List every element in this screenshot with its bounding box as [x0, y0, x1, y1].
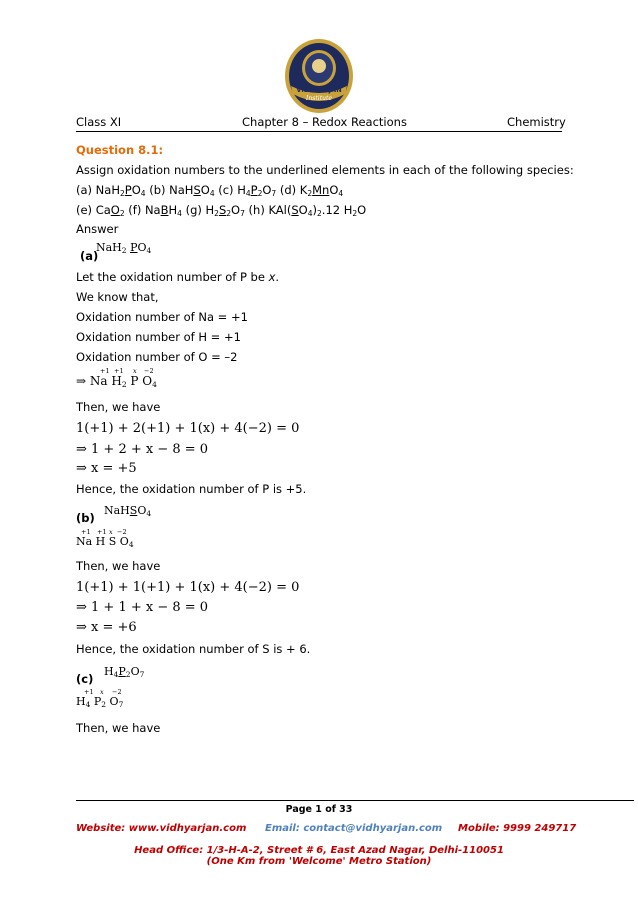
part-c-formula: $H_4P_2O_7$ — [104, 665, 145, 679]
part-b-equation-2: ⇒ 1 + 1 + x − 8 = 0 — [76, 600, 209, 615]
question-title: Question 8.1: — [76, 143, 164, 157]
answer-label: Answer — [76, 222, 119, 236]
footer-website[interactable]: Website: www.vidhyarjan.com — [76, 823, 247, 834]
then-we-have-c: Then, we have — [76, 721, 161, 735]
part-b-formula: NaHSO$_4$ — [104, 504, 152, 518]
logo-tagline: Institute — [306, 95, 332, 102]
header-class: Class XI — [76, 115, 122, 129]
part-a-formula: NaH$_2$ $PO_4$ — [96, 241, 152, 255]
species-line-1: (a) $NaH_2PO_4$ (b) NaHSO$_4$ (c) $H_4P_2O_7$ (d) $K_2MnO_4$ — [76, 183, 344, 198]
footer-mobile: Mobile: 9999 249717 — [458, 823, 577, 834]
oxidation-na: Oxidation number of Na = +1 — [76, 310, 248, 324]
footer-landmark: (One Km from 'Welcome' Metro Station) — [206, 856, 432, 867]
part-b-label: (b) — [76, 511, 95, 525]
logo-brand: VIDHYARJAN — [296, 86, 342, 94]
footer-email[interactable]: Email: contact@vidhyarjan.com — [265, 823, 443, 834]
part-b-assignment: +1 +1 x −2 Na H S $O_4$ — [76, 528, 134, 549]
part-a-assignment: +1 +1 x −2 ⇒ Na $H_2$ P $O_4$ — [76, 367, 157, 389]
part-a-equation-3: ⇒ x = +5 — [76, 461, 137, 476]
then-we-have-a: Then, we have — [76, 400, 161, 414]
header-divider — [76, 131, 562, 132]
part-a-equation-2: ⇒ 1 + 2 + x − 8 = 0 — [76, 442, 209, 457]
footer-divider — [76, 800, 634, 801]
part-a-equation-1: 1(+1) + 2(+1) + 1(x) + 4(−2) = 0 — [76, 421, 300, 436]
logo-emblem-icon — [283, 38, 355, 116]
part-b-equation-1: 1(+1) + 1(+1) + 1(x) + 4(−2) = 0 — [76, 580, 300, 595]
question-prompt: Assign oxidation numbers to the underlined elements in each of the following species: — [76, 163, 574, 177]
know-statement: We know that, — [76, 290, 159, 304]
part-c-label: (c) — [76, 672, 94, 686]
logo — [283, 38, 355, 116]
part-c-assignment: +1 x −2 $H_4$ $P_2$ $O_7$ — [76, 688, 124, 709]
part-a-conclusion: Hence, the oxidation number of P is +5. — [76, 482, 307, 496]
page-number: Page 1 of 33 — [285, 804, 353, 815]
header-chapter: Chapter 8 – Redox Reactions — [242, 115, 407, 129]
footer-office: Head Office: 1/3-H-A-2, Street # 6, East Azad Nagar, Delhi-110051 — [134, 845, 504, 856]
part-a-label: (a) — [80, 249, 99, 263]
then-we-have-b: Then, we have — [76, 559, 161, 573]
header-subject: Chemistry — [507, 115, 566, 129]
species-line-2: (e) CaO$_2$ (f) NaBH$_4$ (g) $H_2S_2O_7$ (h) $KAl(SO_4)_2.12$ $H_2O$ — [76, 203, 367, 218]
part-b-equation-3: ⇒ x = +6 — [76, 620, 137, 635]
oxidation-o: Oxidation number of O = –2 — [76, 350, 238, 364]
part-b-conclusion: Hence, the oxidation number of S is + 6. — [76, 642, 311, 656]
oxidation-h: Oxidation number of H = +1 — [76, 330, 241, 344]
let-statement: Let the oxidation number of P be x. — [76, 270, 280, 284]
